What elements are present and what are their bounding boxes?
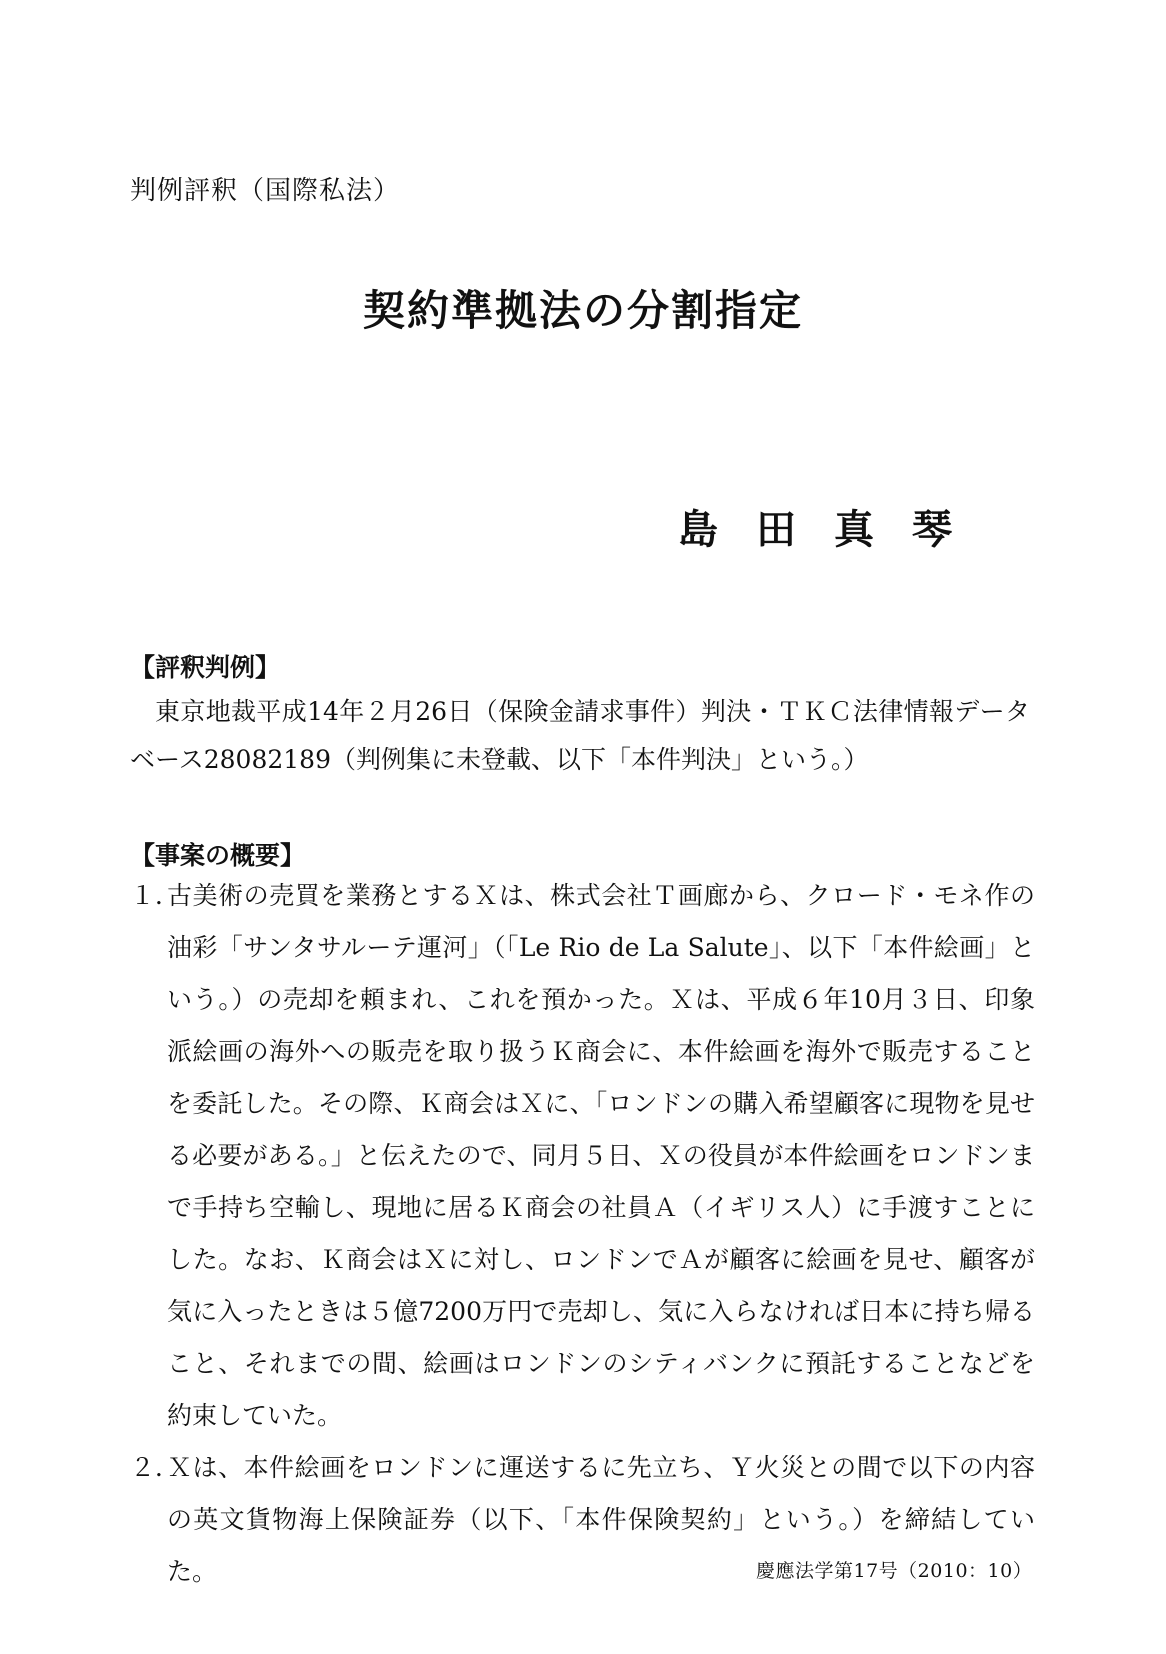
- article-category: 判例評釈（国際私法）: [130, 176, 401, 206]
- list-item-text: 古美術の売買を業務とするＸは、株式会社Ｔ画廊から、クロード・モネ作の油彩「サンタサルーテ運河」（「Le Rio de La Salute」、以下「本件絵画」という。）の売却を頼まれ、これを預かった。Ｘは、平成６年10月３日、印象派絵画の海外への販売を取り扱うＫ商会に、本件絵画を海外で販売することを委託した。その際、Ｋ商会はＸに、「ロンドンの購入希望顧客に現物を見せる必要がある。」と伝えたので、同月５日、Ｘの役員が本件絵画をロンドンまで手持ち空輸し、現地に居るＫ商会の社員Ａ（イギリス人）に手渡すことにした。なお、Ｋ商会はＸに対し、ロンドンでＡが顧客に絵画を見せ、顧客が気に入ったときは５億7200万円で売却し、気に入らなければ日本に持ち帰ること、それまでの間、絵画はロンドンのシティバンクに預託することなどを約束していた。: [167, 881, 1035, 1430]
- section-heading-case: 【評釈判例】: [130, 653, 281, 682]
- list-item-number: １．: [130, 881, 181, 910]
- author-name: 島田真琴: [678, 506, 990, 553]
- list-item: [130, 870, 1035, 1442]
- list-item-number: ２．: [130, 1453, 181, 1482]
- section-heading-facts: 【事案の概要】: [130, 841, 306, 870]
- list-item-text: Ｘは、本件絵画をロンドンに運送するに先立ち、Ｙ火災との間で以下の内容の英文貨物海上保険証券（以下、「本件保険契約」という。）を締結していた。: [167, 1453, 1035, 1586]
- case-citation-paragraph: 東京地裁平成14年２月26日（保険金請求事件）判決・ＴＫＣ法律情報データベース28082189（判例集に未登載、以下「本件判決」という。）: [130, 697, 1030, 774]
- journal-footer: 慶應法学第17号（2010：10）: [756, 1560, 1033, 1582]
- facts-list: [130, 870, 1035, 1598]
- article-title: 契約準拠法の分割指定: [362, 286, 803, 335]
